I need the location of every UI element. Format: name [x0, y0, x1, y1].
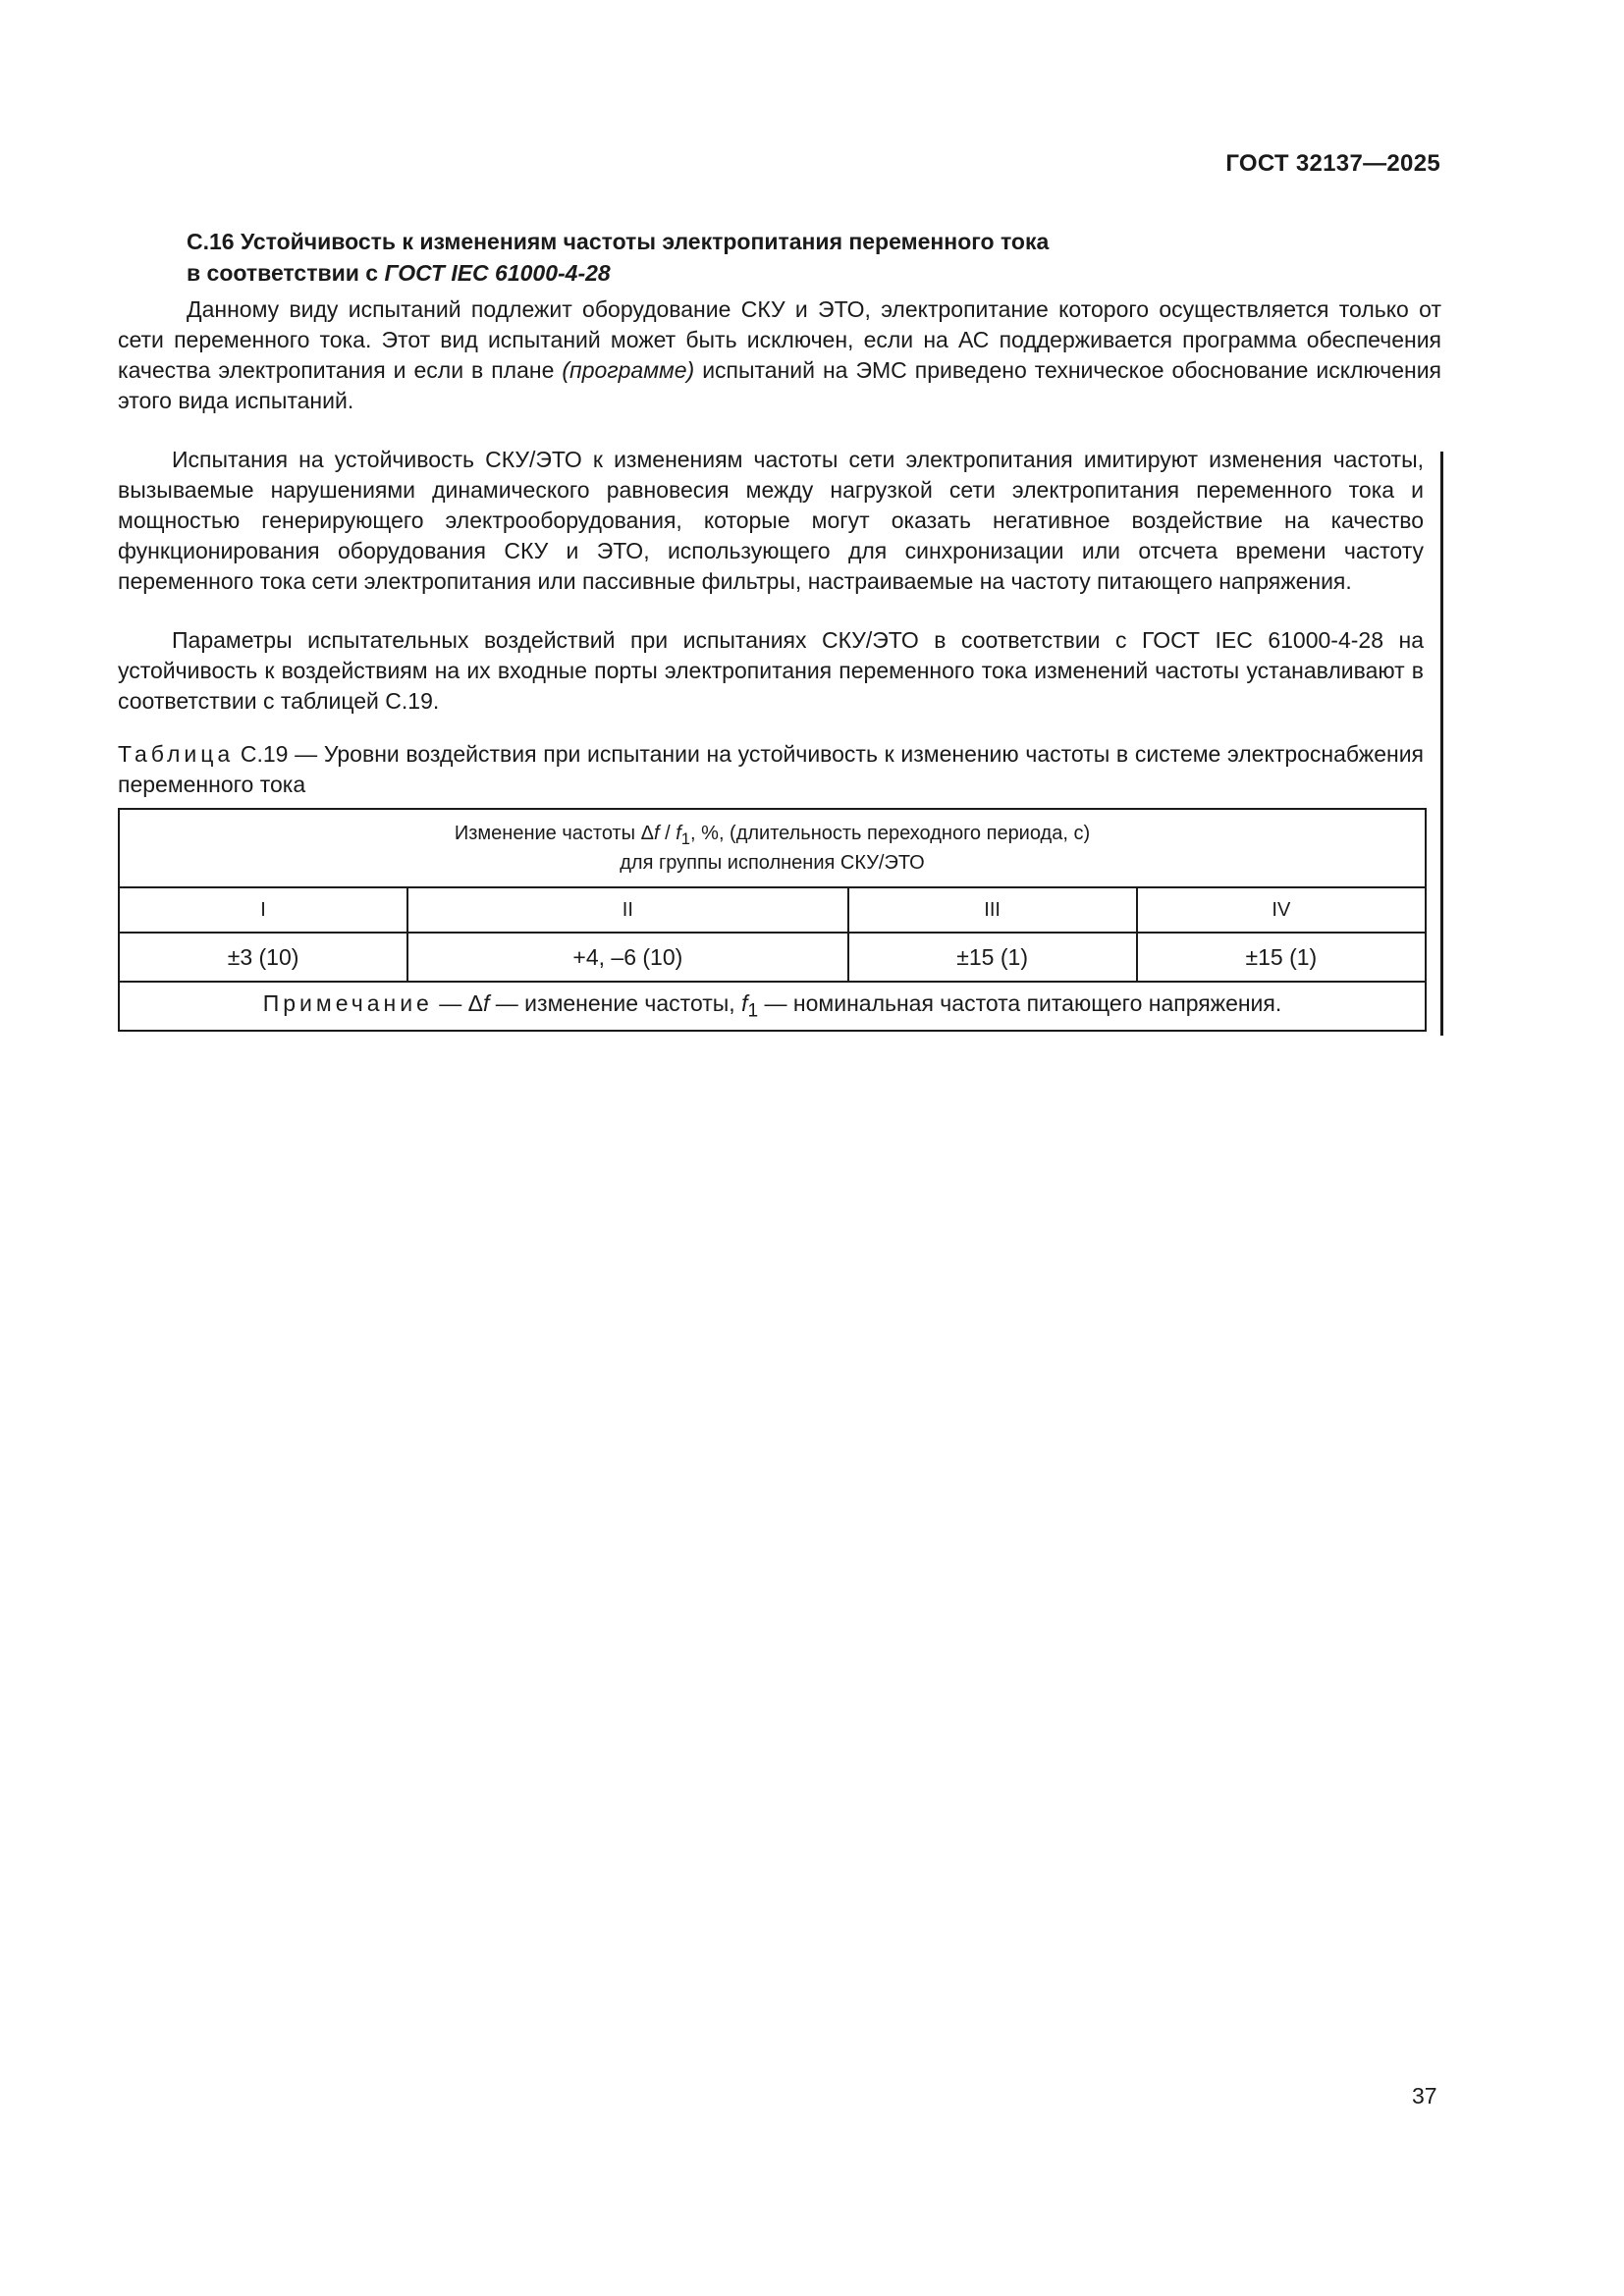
standard-reference: ГОСТ IEC 61000-4-28 [384, 260, 611, 286]
table-header-line1 [120, 822, 1425, 851]
header-text-b: , %, (длительность переходного периода, с) [690, 823, 1091, 844]
value-cell: +4, –6 (10) [407, 933, 847, 982]
page-number: 37 [1412, 2083, 1437, 2109]
table-header-cell [119, 809, 1426, 887]
table-caption [118, 739, 1424, 800]
note-end: — номинальная частота питающего напряжения. [758, 989, 1282, 1016]
frequency-levels-table [118, 808, 1427, 1032]
section-title-prefix: в соответствии с [187, 260, 385, 286]
note-middle: — изменение частоты, [489, 989, 742, 1016]
header-text-a: Изменение частоты Δ [454, 823, 654, 844]
note-symbol-f1: f [741, 989, 748, 1016]
header-symbol-f: f [653, 823, 660, 844]
table-header-row [119, 809, 1426, 887]
header-separator: / [659, 823, 677, 844]
section-title-line1: С.16 Устойчивость к изменениям частоты электропитания переменного тока [187, 229, 1050, 254]
value-cell: ±15 (1) [848, 933, 1137, 982]
section-title-line2 [187, 257, 1443, 289]
table-value-row [119, 933, 1426, 982]
paragraph-exclusion-part2: испытаний на ЭМС приведено техническое обоснование исключения этого вида испытаний. [118, 357, 1441, 413]
table-note-row [119, 982, 1426, 1031]
group-cell: II [407, 887, 847, 933]
revision-change-bar [1440, 452, 1443, 1036]
section-title [187, 226, 1443, 289]
group-cell: I [119, 887, 407, 933]
note-symbol-f: f [483, 989, 490, 1016]
group-cell: IV [1137, 887, 1426, 933]
table-group-row [119, 887, 1426, 933]
table-note-cell [119, 982, 1426, 1031]
value-cell: ±3 (10) [119, 933, 407, 982]
paragraph-exclusion-part1: Данному виду испытаний подлежит оборудование СКУ и ЭТО, электропитание которого осуществляется только от сети переменного тока. Этот вид испытаний может быть исключен, если на АС поддерживается программа обеспечения качества электропитания и если в плане [118, 296, 1441, 383]
note-subscript: 1 [747, 1000, 759, 1022]
header-symbol-f1: f [676, 823, 681, 844]
note-dash: — Δ [432, 989, 484, 1016]
paragraph-exclusion-italic: (программе) [562, 357, 695, 383]
table-header-line2: для группы исполнения СКУ/ЭТО [620, 852, 925, 874]
document-id: ГОСТ 32137—2025 [1225, 150, 1440, 177]
group-cell: III [848, 887, 1137, 933]
paragraph-test-parameters: Параметры испытательных воздействий при испытаниях СКУ/ЭТО в соответствии с ГОСТ IEC 61000-4-28 на устойчивость к воздействиям на их входные порты электропитания переменного тока изменений частоты устанавливают в соответствии с таблицей С.19. [118, 627, 1424, 714]
paragraph-exclusion [118, 294, 1441, 416]
value-cell: ±15 (1) [1137, 933, 1426, 982]
note-label: Примечание [262, 989, 433, 1016]
table-caption-label: Таблица [118, 741, 235, 767]
table-caption-text: С.19 — Уровни воздействия при испытании на устойчивость к изменению частоты в системе электроснабжения переменного тока [118, 741, 1424, 797]
header-subscript: 1 [680, 829, 691, 848]
paragraph-test-description: Испытания на устойчивость СКУ/ЭТО к изменениям частоты сети электропитания имитируют изменения частоты, вызываемые нарушениями динамического равновесия между нагрузкой сети электропитания переменного тока и мощностью генерирующего электрооборудования, которые могут оказать негативное воздействие на качество функционирования оборудования СКУ и ЭТО, использующего для синхронизации или отсчета времени частоту переменного тока сети электропитания или пассивные фильтры, настраиваемые на частоту питающего напряжения. [118, 447, 1424, 594]
